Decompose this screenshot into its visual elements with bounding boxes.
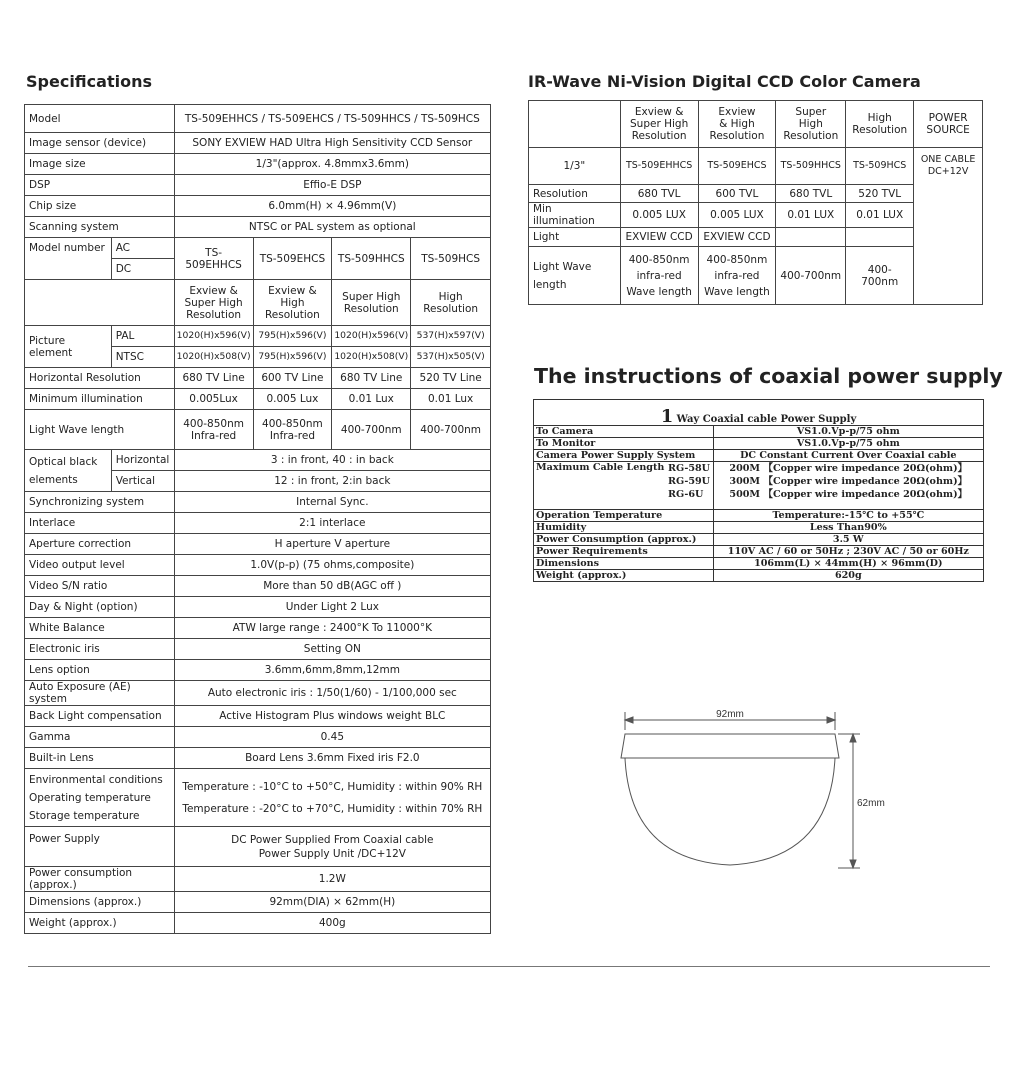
spec-row-label: Gamma: [25, 727, 175, 748]
min-illum-value: 0.01 Lux: [411, 389, 491, 410]
cable-length-label: Maximum Cable Length RG-58U RG-59U RG-6U: [534, 462, 714, 510]
light-wave-value: 400-700nm: [411, 410, 491, 450]
height-label: 62mm: [857, 798, 885, 809]
coax-row-value: 620g: [713, 570, 983, 582]
cam-resolution: 680 TVL: [776, 185, 846, 203]
cam-header: Super High Resolution: [776, 101, 846, 148]
hres-label: Horizontal Resolution: [25, 368, 175, 389]
min-illum-label: Minimum illumination: [25, 389, 175, 410]
cam-model: TS-509HCS: [846, 148, 914, 185]
consumption-label: Power consumption (approx.): [25, 867, 175, 892]
vertical-label: Vertical: [111, 471, 174, 492]
weight-label: Weight (approx.): [25, 913, 175, 934]
empty-cell: [776, 228, 846, 247]
coax-row-value: 110V AC / 60 or 50Hz ; 230V AC / 50 or 60Hz: [713, 546, 983, 558]
cam-light-label: Light: [529, 228, 621, 247]
environment-value: Temperature : -10°C to +50°C, Humidity : within 90% RH Temperature : -20°C to +70°C, Humidity : within 70% RH: [174, 769, 490, 827]
power-source-header: POWER SOURCE: [914, 101, 983, 148]
coax-row-value: VS1.0.Vp-p/75 ohm: [713, 438, 983, 450]
min-illum-value: 0.005Lux: [174, 389, 253, 410]
hres-value: 520 TV Line: [411, 368, 491, 389]
bottom-divider: [28, 966, 990, 967]
specifications-table: [24, 104, 491, 934]
pal-value: 1020(H)x596(V): [332, 326, 411, 347]
ntsc-label: NTSC: [111, 347, 174, 368]
spec-row-label: Video output level: [25, 555, 175, 576]
cam-resolution: 680 TVL: [620, 185, 698, 203]
hres-value: 600 TV Line: [253, 368, 332, 389]
dsp-label: DSP: [25, 175, 175, 196]
cam-light: EXVIEW CCD: [698, 228, 776, 247]
spec-row-label: Aperture correction: [25, 534, 175, 555]
spec-row-value: 2:1 interlace: [174, 513, 490, 534]
spec-row-label: White Balance: [25, 618, 175, 639]
power-supply-label: Power Supply: [25, 827, 175, 867]
cam-min-illum-label: Min illumination: [529, 203, 621, 228]
model-number: TS-509EHHCS: [174, 238, 253, 280]
spec-row-label: Electronic iris: [25, 639, 175, 660]
scanning-value: NTSC or PAL system as optional: [174, 217, 490, 238]
pal-value: 1020(H)x596(V): [174, 326, 253, 347]
cam-lightwave: 400-850nm infra-red Wave length: [698, 247, 776, 305]
light-wave-value: 400-850nm Infra-red: [253, 410, 332, 450]
cam-model: TS-509EHHCS: [620, 148, 698, 185]
model-value: TS-509EHHCS / TS-509EHCS / TS-509HHCS / TS-509HCS: [174, 105, 490, 133]
cam-resolution-label: Resolution: [529, 185, 621, 203]
picture-element-label: Picture element: [25, 326, 112, 368]
image-size-value: 1/3"(approx. 4.8mmx3.6mm): [174, 154, 490, 175]
resolution-type: Exview & High Resolution: [253, 280, 332, 326]
spec-row-label: Interlace: [25, 513, 175, 534]
coax-row-value: DC Constant Current Over Coaxial cable: [713, 450, 983, 462]
cam-resolution: 600 TVL: [698, 185, 776, 203]
coax-row-value: 106mm(L) × 44mm(H) × 96mm(D): [713, 558, 983, 570]
coax-table-title: 1 Way Coaxial cable Power Supply: [534, 400, 984, 426]
cable-types: RG-58U RG-59U RG-6U: [668, 463, 711, 500]
coax-row-label: Operation Temperature: [534, 510, 714, 522]
specifications-title: Specifications: [26, 72, 152, 91]
spec-row-value: Internal Sync.: [174, 492, 490, 513]
environment-label: Environmental conditions Operating temperature Storage temperature: [25, 769, 175, 827]
ac-label: AC: [111, 238, 174, 259]
chip-size-label: Chip size: [25, 196, 175, 217]
spec-row-label: Day & Night (option): [25, 597, 175, 618]
power-supply-value: DC Power Supplied From Coaxial cable Power Supply Unit /DC+12V: [174, 827, 490, 867]
coax-row-label: To Monitor: [534, 438, 714, 450]
cam-min-illum: 0.005 LUX: [698, 203, 776, 228]
coax-row-value: Temperature:-15℃ to +55℃: [713, 510, 983, 522]
cam-model: TS-509EHCS: [698, 148, 776, 185]
coax-row-value: 3.5 W: [713, 534, 983, 546]
spec-row-label: Back Light compensation: [25, 706, 175, 727]
width-label: 92mm: [716, 709, 744, 720]
spec-row-value: Setting ON: [174, 639, 490, 660]
dimensions-label: Dimensions (approx.): [25, 892, 175, 913]
light-wave-value: 400-850nm Infra-red: [174, 410, 253, 450]
cable-length-values: 200M 【Copper wire impedance 20Ω(ohm)】 300M 【Copper wire impedance 20Ω(ohm)】 500M 【Copper wire impedance 20Ω(ohm)】: [713, 462, 983, 510]
hres-value: 680 TV Line: [332, 368, 411, 389]
ntsc-value: 1020(H)x508(V): [332, 347, 411, 368]
pal-label: PAL: [111, 326, 174, 347]
coax-row-label: Dimensions: [534, 558, 714, 570]
cam-size: 1/3": [529, 148, 621, 185]
scanning-label: Scanning system: [25, 217, 175, 238]
spec-row-value: Auto electronic iris : 1/50(1/60) - 1/100,000 sec: [174, 681, 490, 706]
cam-header: Exview & High Resolution: [698, 101, 776, 148]
empty-cell: [846, 228, 914, 247]
hres-value: 680 TV Line: [174, 368, 253, 389]
spec-row-value: ATW large range : 2400°K To 11000°K: [174, 618, 490, 639]
min-illum-value: 0.005 Lux: [253, 389, 332, 410]
spec-row-value: More than 50 dB(AGC off ): [174, 576, 490, 597]
light-wave-value: 400-700nm: [332, 410, 411, 450]
coax-table: [533, 399, 984, 582]
dc-label: DC: [111, 259, 174, 280]
horizontal-label: Horizontal: [111, 450, 174, 471]
coax-row-value: VS1.0.Vp-p/75 ohm: [713, 426, 983, 438]
chip-size-value: 6.0mm(H) × 4.96mm(V): [174, 196, 490, 217]
ntsc-value: 537(H)x505(V): [411, 347, 491, 368]
model-number-label: Model number: [25, 238, 112, 280]
cam-resolution: 520 TVL: [846, 185, 914, 203]
model-label: Model: [25, 105, 175, 133]
camera-table: [528, 100, 983, 305]
image-sensor-label: Image sensor (device): [25, 133, 175, 154]
cam-min-illum: 0.01 LUX: [776, 203, 846, 228]
resolution-type: Exview & Super High Resolution: [174, 280, 253, 326]
spec-row-label: Video S/N ratio: [25, 576, 175, 597]
spec-row-value: 3.6mm,6mm,8mm,12mm: [174, 660, 490, 681]
image-sensor-value: SONY EXVIEW HAD Ultra High Sensitivity CCD Sensor: [174, 133, 490, 154]
spec-row-label: Synchronizing system: [25, 492, 175, 513]
coax-title: The instructions of coaxial power supply: [534, 364, 1003, 388]
coax-row-label: Camera Power Supply System: [534, 450, 714, 462]
spec-row-value: H aperture V aperture: [174, 534, 490, 555]
cam-header: High Resolution: [846, 101, 914, 148]
cam-header: Exview & Super High Resolution: [620, 101, 698, 148]
spec-row-value: Active Histogram Plus windows weight BLC: [174, 706, 490, 727]
cam-min-illum: 0.005 LUX: [620, 203, 698, 228]
min-illum-value: 0.01 Lux: [332, 389, 411, 410]
spec-row-label: Lens option: [25, 660, 175, 681]
coax-row-label: To Camera: [534, 426, 714, 438]
coax-row-label: Power Requirements: [534, 546, 714, 558]
spec-row-label: Built-in Lens: [25, 748, 175, 769]
dome-camera-drawing: [610, 700, 900, 880]
optical-h-value: 3 : in front, 40 : in back: [174, 450, 490, 471]
spec-row-value: 1.0V(p-p) (75 ohms,composite): [174, 555, 490, 576]
consumption-value: 1.2W: [174, 867, 490, 892]
light-wave-label: Light Wave length: [25, 410, 175, 450]
dsp-value: Effio-E DSP: [174, 175, 490, 196]
ntsc-value: 1020(H)x508(V): [174, 347, 253, 368]
resolution-type: High Resolution: [411, 280, 491, 326]
cam-model: TS-509HHCS: [776, 148, 846, 185]
camera-title: IR-Wave Ni-Vision Digital CCD Color Camera: [528, 72, 921, 91]
resolution-type: Super High Resolution: [332, 280, 411, 326]
cam-lightwave: 400-700nm: [846, 247, 914, 305]
optical-v-value: 12 : in front, 2:in back: [174, 471, 490, 492]
dimensions-value: 92mm(DIA) × 62mm(H): [174, 892, 490, 913]
cam-lightwave-label: Light Wave length: [529, 247, 621, 305]
model-number: TS-509HCS: [411, 238, 491, 280]
coax-row-label: Weight (approx.): [534, 570, 714, 582]
cam-min-illum: 0.01 LUX: [846, 203, 914, 228]
model-number: TS-509EHCS: [253, 238, 332, 280]
optical-black-label: Optical black elements: [25, 450, 112, 492]
ntsc-value: 795(H)x596(V): [253, 347, 332, 368]
coax-row-value: Less Than90%: [713, 522, 983, 534]
cam-lightwave: 400-850nm infra-red Wave length: [620, 247, 698, 305]
cam-light: EXVIEW CCD: [620, 228, 698, 247]
coax-row-label: Humidity: [534, 522, 714, 534]
pal-value: 795(H)x596(V): [253, 326, 332, 347]
empty-cell: [25, 280, 175, 326]
cam-lightwave: 400-700nm: [776, 247, 846, 305]
spec-row-value: 0.45: [174, 727, 490, 748]
pal-value: 537(H)x597(V): [411, 326, 491, 347]
power-source-value: ONE CABLE DC+12V: [914, 148, 983, 305]
weight-value: 400g: [174, 913, 490, 934]
spec-row-value: Board Lens 3.6mm Fixed iris F2.0: [174, 748, 490, 769]
spec-row-label: Auto Exposure (AE) system: [25, 681, 175, 706]
image-size-label: Image size: [25, 154, 175, 175]
empty-cell: [529, 101, 621, 148]
coax-row-label: Power Consumption (approx.): [534, 534, 714, 546]
model-number: TS-509HHCS: [332, 238, 411, 280]
spec-row-value: Under Light 2 Lux: [174, 597, 490, 618]
